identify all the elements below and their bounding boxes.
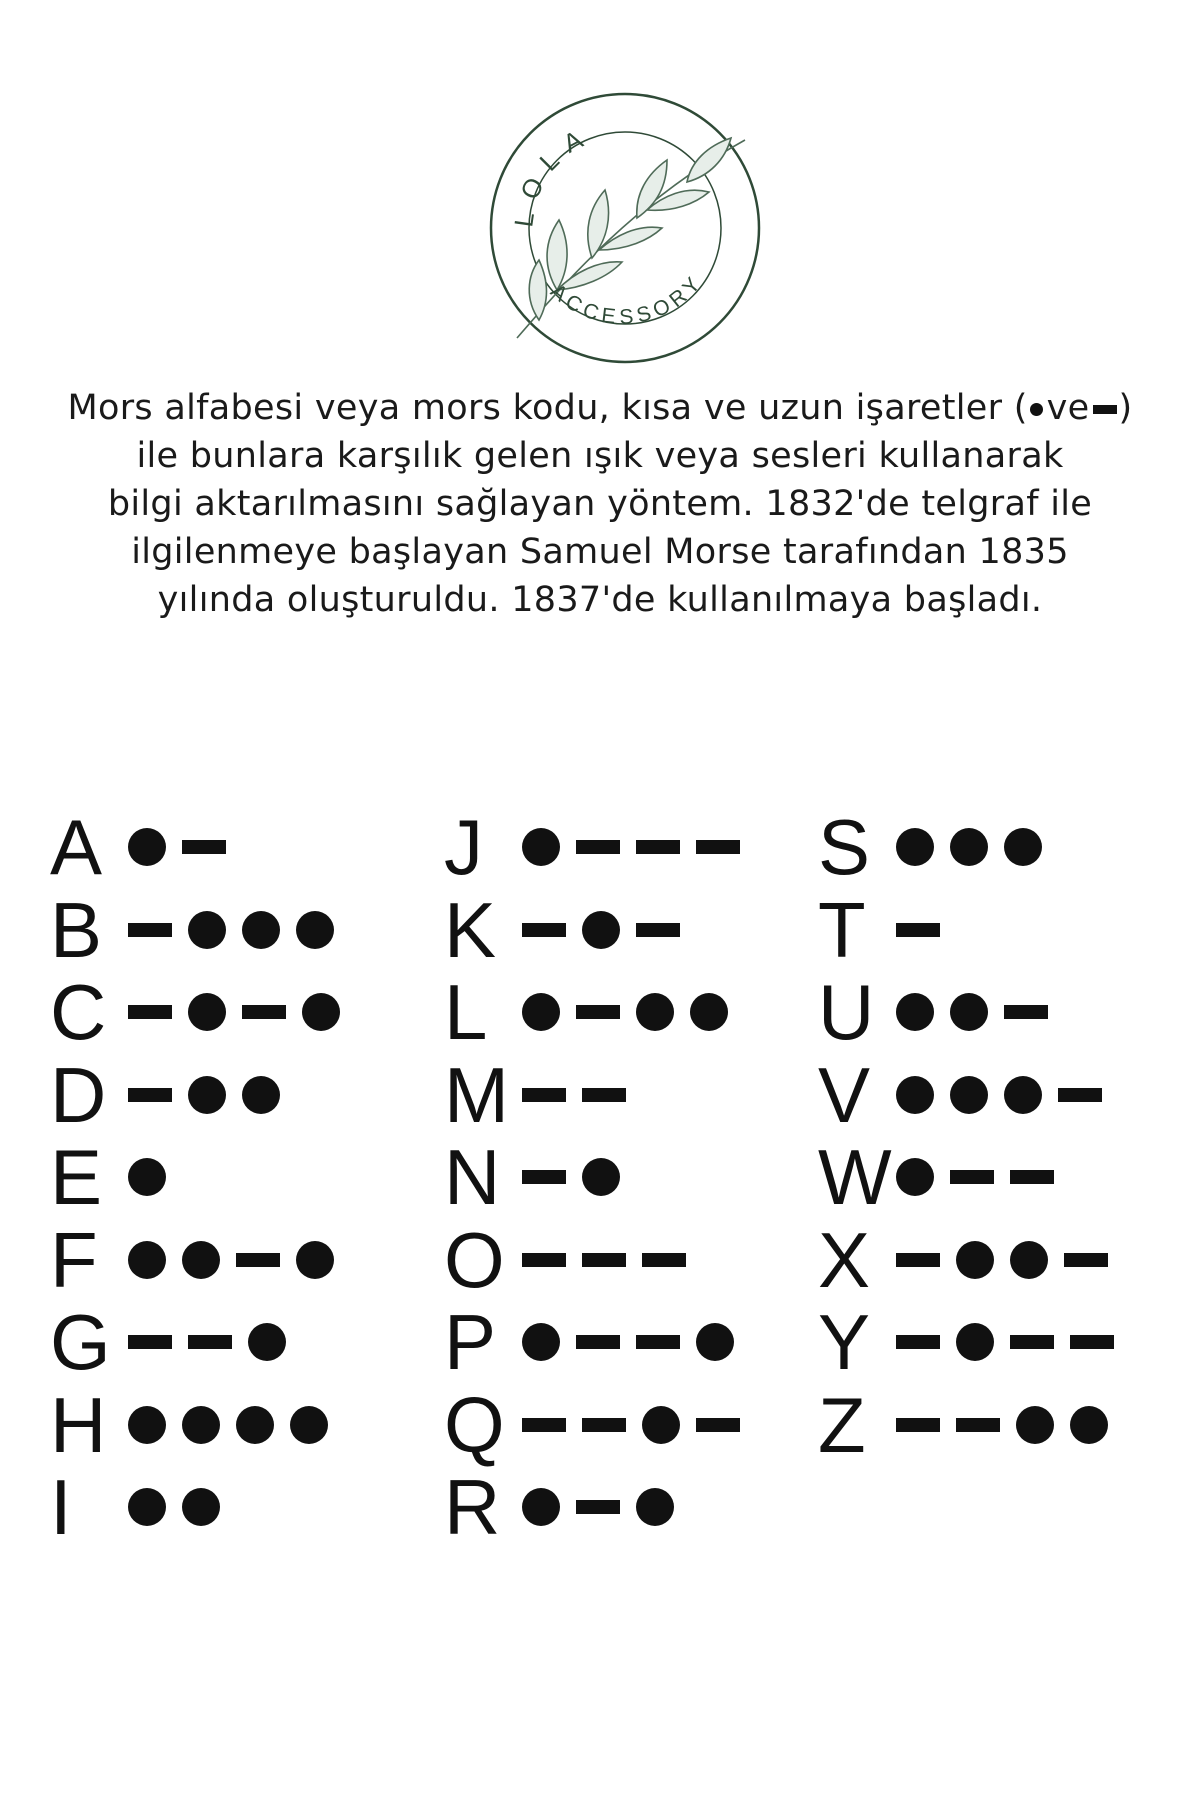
morse-row-i [50,1463,410,1552]
morse-dash-icon [696,1418,740,1432]
logo-top-text: LOLA [508,118,599,229]
intro-line-1: Mors alfabesi veya mors kodu, kısa ve uzun işaretler ( ve ) [67,388,1133,428]
morse-dash-icon [642,1253,686,1267]
morse-letter: C [50,968,106,1057]
morse-letter: F [50,1215,97,1304]
morse-row-t [818,885,1178,974]
morse-code [896,923,940,937]
morse-dot-icon [896,828,934,866]
morse-dot-icon [642,1406,680,1444]
morse-row-v [818,1050,1178,1139]
morse-letter: B [50,885,102,974]
morse-code [128,828,226,866]
morse-dash-icon [1070,1335,1114,1349]
morse-dot-icon [956,1323,994,1361]
morse-dot-icon [896,1076,934,1114]
morse-dash-icon [896,1335,940,1349]
morse-letter: P [444,1298,496,1387]
morse-letter: D [50,1050,106,1139]
morse-code [522,1406,740,1444]
morse-dot-icon [182,1488,220,1526]
morse-row-n [444,1133,804,1222]
morse-dot-icon [188,911,226,949]
morse-letter: H [50,1380,106,1469]
morse-dot-icon [696,1323,734,1361]
morse-letter: V [818,1050,870,1139]
morse-code [128,1488,220,1526]
morse-row-r [444,1463,804,1552]
morse-dash-icon [128,1005,172,1019]
morse-code [522,1253,686,1267]
morse-letter: J [444,803,482,892]
morse-dot-icon [128,1406,166,1444]
morse-dash-icon [582,1253,626,1267]
morse-code [128,993,340,1031]
morse-row-z [818,1380,1178,1469]
morse-code [522,911,680,949]
morse-dot-icon [290,1406,328,1444]
morse-dot-icon [128,1488,166,1526]
morse-dot-icon [950,1076,988,1114]
morse-row-c [50,968,410,1057]
morse-code [128,1241,334,1279]
morse-code [896,1241,1108,1279]
morse-dot-icon [636,993,674,1031]
morse-dash-icon [896,923,940,937]
morse-dot-icon [582,1158,620,1196]
morse-dot-icon [242,1076,280,1114]
morse-dash-icon [1010,1335,1054,1349]
morse-dash-icon [576,1335,620,1349]
morse-letter: Y [818,1298,870,1387]
morse-dash-icon [696,840,740,854]
morse-dot-icon [1016,1406,1054,1444]
morse-letter: G [50,1298,110,1387]
morse-dot-icon [128,1158,166,1196]
morse-dot-icon [248,1323,286,1361]
morse-dash-icon [636,1335,680,1349]
morse-code [128,1323,286,1361]
morse-letter: L [444,968,487,1057]
morse-dash-icon [1064,1253,1108,1267]
morse-dot-icon [1004,828,1042,866]
morse-dash-icon [576,1500,620,1514]
morse-row-o [444,1215,804,1304]
morse-dot-icon [128,1241,166,1279]
morse-dot-icon [522,1488,560,1526]
morse-letter: M [444,1050,508,1139]
morse-row-s [818,803,1178,892]
morse-letter: W [818,1133,891,1222]
morse-code [896,993,1048,1031]
morse-dash-icon [896,1253,940,1267]
morse-code [522,993,728,1031]
morse-letter: X [818,1215,870,1304]
morse-dot-icon [522,1323,560,1361]
morse-dot-icon [896,993,934,1031]
morse-column [818,803,1178,1469]
morse-column [444,803,804,1552]
morse-dash-icon [522,1418,566,1432]
morse-dash-icon [522,1253,566,1267]
morse-dot-icon [896,1158,934,1196]
morse-dash-icon [1010,1170,1054,1184]
intro-line-4: ilgilenmeye başlayan Samuel Morse tarafından 1835 [131,532,1069,572]
morse-dash-icon [582,1088,626,1102]
morse-letter: O [444,1215,504,1304]
morse-row-p [444,1298,804,1387]
morse-dot-icon [296,911,334,949]
morse-dot-icon [1004,1076,1042,1114]
morse-dot-icon [522,993,560,1031]
morse-row-x [818,1215,1178,1304]
morse-dash-icon [896,1418,940,1432]
morse-row-g [50,1298,410,1387]
morse-dot-icon [956,1241,994,1279]
morse-row-q [444,1380,804,1469]
morse-letter: U [818,968,874,1057]
morse-letter: T [818,885,865,974]
morse-letter: A [50,803,102,892]
morse-code [522,1488,674,1526]
morse-letter: N [444,1133,500,1222]
morse-dash-icon [1058,1088,1102,1102]
morse-dash-icon [236,1253,280,1267]
morse-dash-icon [242,1005,286,1019]
morse-dash-icon [522,1170,566,1184]
intro-line-3: bilgi aktarılmasını sağlayan yöntem. 1832'de telgraf ile [107,484,1093,524]
morse-letter: Q [444,1380,504,1469]
morse-row-h [50,1380,410,1469]
morse-code [896,1323,1114,1361]
morse-row-d [50,1050,410,1139]
morse-dash-icon [636,840,680,854]
morse-code [128,911,334,949]
morse-dot-icon [182,1406,220,1444]
morse-row-b [50,885,410,974]
morse-dot-icon [950,828,988,866]
morse-dot-icon [1010,1241,1048,1279]
morse-code [896,1158,1054,1196]
morse-dot-icon [296,1241,334,1279]
morse-dot-icon [690,993,728,1031]
morse-code [522,1088,626,1102]
morse-code [522,1323,734,1361]
morse-code [128,1076,280,1114]
logo-bottom-text: ACCESSORY [546,269,709,330]
morse-code [522,828,740,866]
morse-dot-icon [236,1406,274,1444]
morse-dot-icon [1070,1406,1108,1444]
morse-dash-icon [576,1005,620,1019]
morse-dot-icon [188,993,226,1031]
morse-dash-icon [576,840,620,854]
morse-code [896,1076,1102,1114]
morse-row-f [50,1215,410,1304]
morse-code [522,1158,620,1196]
morse-dot-icon [582,911,620,949]
morse-row-l [444,968,804,1057]
morse-dash-icon [950,1170,994,1184]
morse-letter: E [50,1133,102,1222]
morse-dot-icon [242,911,280,949]
morse-dash-icon [522,923,566,937]
intro-line-2: ile bunlara karşılık gelen ışık veya sesleri kullanarak [136,436,1064,476]
morse-dash-icon [128,923,172,937]
morse-row-k [444,885,804,974]
morse-dot-icon [950,993,988,1031]
morse-row-y [818,1298,1178,1387]
morse-dot-icon [182,1241,220,1279]
morse-dash-icon [188,1335,232,1349]
morse-letter: S [818,803,870,892]
morse-row-m [444,1050,804,1139]
intro-line-5: yılında oluşturuldu. 1837'de kullanılmaya başladı. [157,580,1043,620]
morse-column [50,803,410,1552]
morse-letter: Z [818,1380,865,1469]
morse-letter: R [444,1463,500,1552]
morse-dash-icon [636,923,680,937]
morse-letter: I [50,1463,71,1552]
morse-row-j [444,803,804,892]
morse-dot-icon [188,1076,226,1114]
morse-dash-icon [1004,1005,1048,1019]
morse-dot-icon [636,1488,674,1526]
morse-dot-icon [128,828,166,866]
morse-dash-icon [956,1418,1000,1432]
morse-dash-icon [582,1418,626,1432]
morse-dash-icon [128,1088,172,1102]
morse-dash-icon [522,1088,566,1102]
morse-code [128,1158,166,1196]
morse-dot-icon [302,993,340,1031]
morse-row-e [50,1133,410,1222]
morse-dash-icon [182,840,226,854]
morse-code [896,828,1042,866]
morse-code [896,1406,1108,1444]
morse-row-u [818,968,1178,1057]
morse-letter: K [444,885,496,974]
morse-row-a [50,803,410,892]
morse-dash-icon [128,1335,172,1349]
morse-code [128,1406,328,1444]
morse-row-w [818,1133,1178,1222]
morse-dot-icon [522,828,560,866]
